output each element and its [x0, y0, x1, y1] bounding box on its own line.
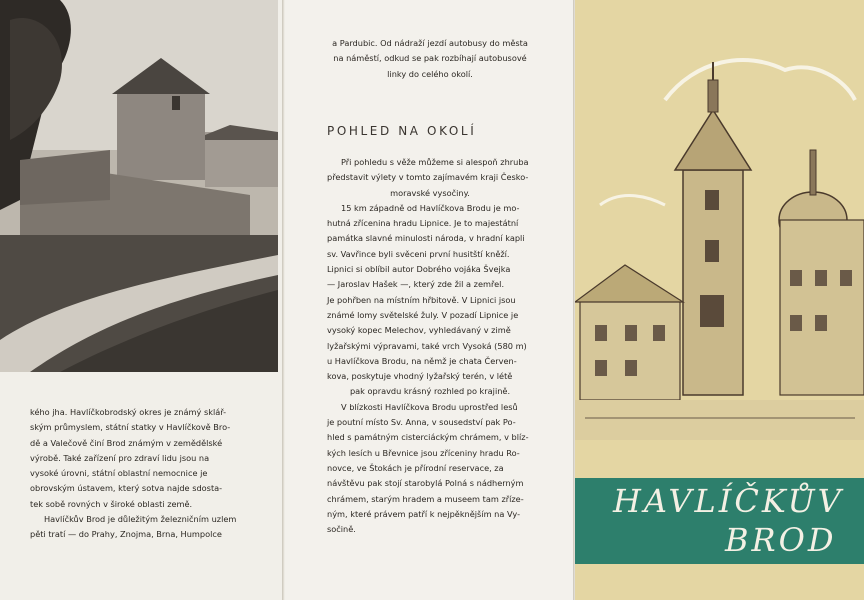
- text-line: 15 km západně od Havlíčkova Brodu je mo-: [341, 202, 520, 213]
- text-line: novce, ve Štokách je přírodní reservace, za: [327, 462, 504, 473]
- text-line: je poutní místo Sv. Anna, v sousedství pak Po-: [327, 417, 516, 428]
- text-line: představit výlety v tomto zajímavém kraji Česko-: [327, 172, 529, 183]
- text-line: Je pohřben na místním hřbitově. V Lipnici jsou: [327, 294, 516, 305]
- text-line: kých lesích u Břevnice jsou zříceniny hradu Ro-: [327, 447, 520, 458]
- text-line: tek sobě rovných v široké oblasti země.: [30, 498, 193, 509]
- text-line: vysoké úrovni, státní oblastní nemocnice je: [30, 468, 208, 479]
- text-line: obrovským ústavem, který sotva najde sdosta-: [30, 483, 223, 494]
- text-line: chrámem, starým hradem a museem tam zřízе-: [327, 493, 524, 504]
- text-line: pak opravdu krásný rozhled po krajině.: [349, 386, 511, 397]
- text-line: Lipnici si oblíbil autor Dobrého vojáka Švejka: [327, 264, 511, 275]
- text-line: moravské vysočiny.: [390, 187, 470, 198]
- text-line: — Jaroslav Hašek —, který zde žil a zemřel.: [327, 279, 505, 290]
- text-line: hutná zřícenina hradu Lipnice. Je to majestátní: [327, 218, 519, 229]
- left-body-text: [30, 405, 252, 543]
- text-line: dě a Valečově činí Brod známým v zemědělské: [30, 437, 223, 448]
- text-line: Při pohledu s věže můžeme si alespoň zhruba: [341, 157, 529, 167]
- middle-panel: [285, 0, 575, 600]
- text-line: kova, poskytuje vhodný lyžařský terén, v létě: [327, 371, 513, 382]
- text-line: kého jha. Havlíčkobrodský okres je známý sklář-: [30, 407, 227, 417]
- left-panel: [0, 0, 285, 600]
- text-line: vysoký kopec Melechov, vyhledávaný v zimě: [327, 325, 511, 336]
- castle-tower-photo: [0, 0, 278, 372]
- text-line: pěti tratí — do Prahy, Znojma, Brna, Humpolce: [30, 529, 222, 540]
- text-line: lyžařskými výpravami, také vrch Vysoká (580 m): [327, 340, 527, 351]
- middle-top-text: [327, 36, 533, 82]
- text-line: V blízkosti Havlíčkova Brodu uprostřed lesů: [341, 401, 518, 412]
- text-line: linky do celého okolí.: [387, 68, 473, 79]
- text-line: sočině.: [327, 524, 356, 535]
- text-line: na náměstí, odkud se pak rozbíhají autobusové: [333, 53, 527, 64]
- text-line: ným, které právem patří k nejpěknějším na Vy-: [327, 508, 521, 519]
- text-line: ským průmyslem, státní statky v Havlíčkově Bro-: [30, 422, 231, 433]
- text-line: návštěvu pak stojí starobylá Polná s nádherným: [327, 478, 524, 489]
- text-line: Havlíčkův Brod je důležitým železničním uzlem: [44, 514, 237, 525]
- text-line: výrobě. Také zařízení pro zdraví lidu jsou na: [30, 452, 210, 463]
- text-line: známé lomy světelské žuly. V pozadí Lipnice je: [327, 309, 519, 320]
- section-heading: POHLED NA OKOLÍ: [327, 124, 477, 138]
- text-line: u Havlíčkova Brodu, na němž je chata Červen-: [327, 355, 517, 366]
- town-square-tower-sketch: [575, 40, 864, 460]
- text-line: památka slavné minulosti národa, v hradní kapli: [327, 233, 525, 244]
- text-line: hled s památným cisterciáckým chrámem, v blíz-: [327, 432, 529, 443]
- text-line: sv. Vavřince byli svěceni první husitští kněží.: [327, 248, 510, 259]
- cover-title-line1: HAVLÍČKŮV: [613, 482, 844, 520]
- middle-body-text: [327, 155, 533, 537]
- cover-title-line2: BROD: [725, 521, 837, 559]
- text-line: a Pardubic. Od nádraží jezdí autobusy do města: [332, 38, 528, 48]
- cover-panel: [575, 0, 864, 600]
